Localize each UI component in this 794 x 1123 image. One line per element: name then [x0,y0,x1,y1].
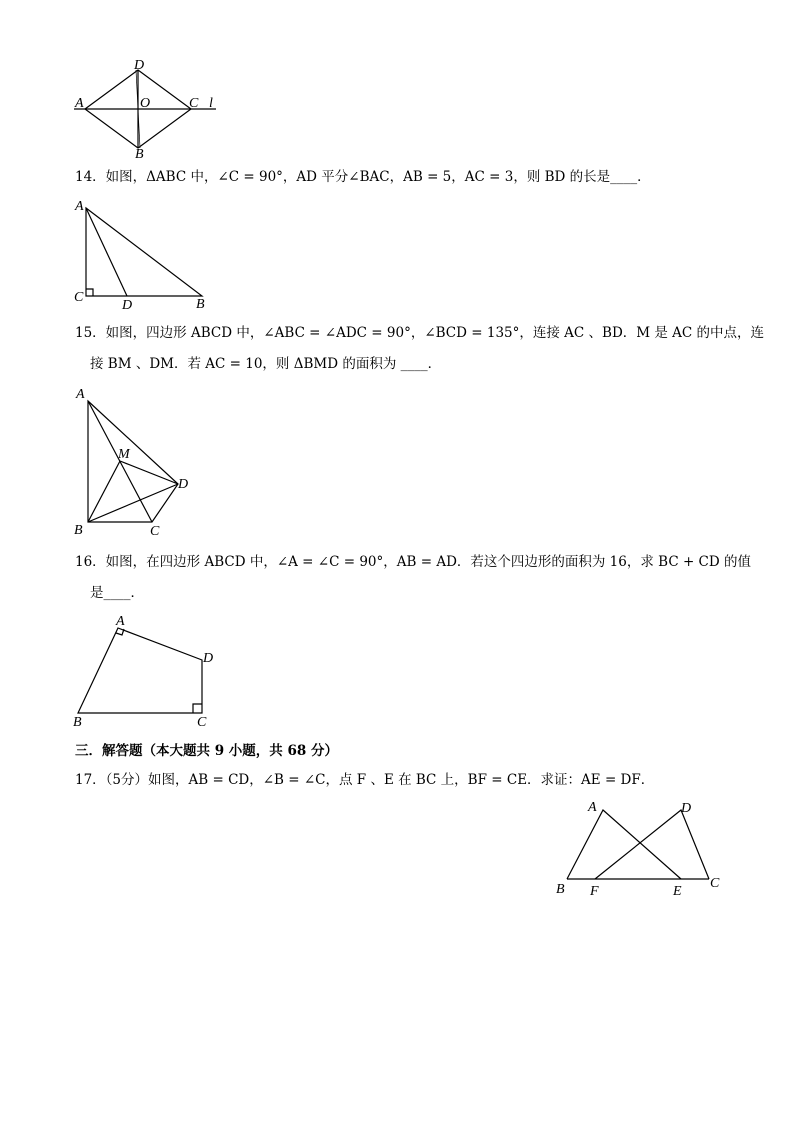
label-f: F [590,884,599,899]
label-a: A [116,614,125,629]
segment-bm [88,461,120,522]
figure-17-triangles [550,795,730,900]
label-d: D [681,801,692,816]
triangle-abe [567,810,681,879]
label-c: C [150,524,160,539]
quadrilateral-abcd [78,628,202,713]
label-c: C [710,876,720,891]
label-m: M [118,447,130,462]
figure-13-rhombus [70,58,230,160]
label-a: A [76,387,85,402]
label-c: C [197,715,207,730]
label-c: C [74,290,84,305]
triangle-dcf [595,810,709,879]
segment-dm [120,461,178,484]
label-o: O [140,96,151,111]
question-17: 17．（5分）如图，AB = CD，∠B = ∠C，点 F 、E 在 BC 上，BF = CE．求证：AE = DF． [75,772,655,788]
figure-14-triangle [70,196,220,311]
figure-15-quadrilateral [70,384,200,540]
label-d: D [203,651,214,666]
label-e: E [673,884,682,899]
section-3-heading: 三．解答题（本大题共 9 小题，共 68 分） [75,743,338,759]
label-l: l [209,96,213,111]
right-angle-mark-c [193,704,202,713]
label-d: D [122,298,133,313]
label-b: B [196,297,205,312]
triangle-abc [86,208,202,296]
label-b: B [556,882,565,897]
label-b: B [73,715,82,730]
right-angle-mark [86,289,93,296]
question-15-line-2: 接 BM 、DM．若 AC = 10，则 ΔBMD 的面积为 ____． [90,356,442,372]
question-16-line-1: 16．如图，在四边形 ABCD 中，∠A = ∠C = 90°，AB = AD．若这个四边形的面积为 16，求 BC + CD 的值 [75,554,751,570]
label-c: C [189,96,199,111]
question-14: 14．如图，ΔABC 中，∠C = 90°，AD 平分∠BAC，AB = 5，AC = 3，则 BD 的长是____． [75,169,651,185]
label-d: D [178,477,189,492]
label-a: A [75,96,84,111]
label-a: A [75,199,84,214]
quadrilateral-abcd [88,401,178,522]
bisector-ad [86,208,127,296]
question-16-line-2: 是____． [90,585,144,601]
label-d: D [134,58,145,73]
question-15-line-1: 15．如图，四边形 ABCD 中，∠ABC = ∠ADC = 90°，∠BCD = 135°，连接 AC 、BD．M 是 AC 的中点，连 [75,325,765,341]
label-b: B [135,147,144,162]
figure-16-quadrilateral [70,612,220,730]
label-b: B [74,523,83,538]
label-a: A [588,800,597,815]
